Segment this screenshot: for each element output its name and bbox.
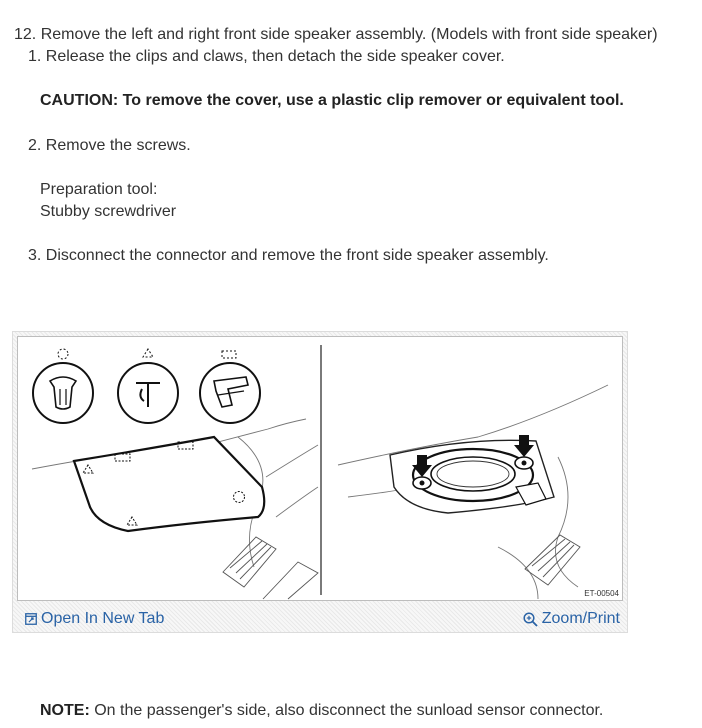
note-text: On the passenger's side, also disconnect the sunload sensor connector. [89, 702, 604, 719]
connector-symbol-icon [200, 351, 260, 423]
figure-container [12, 331, 628, 633]
step-heading: 12. Remove the left and right front side speaker assembly. (Models with front side speaker) [14, 26, 658, 43]
figure-illustration[interactable] [17, 336, 623, 601]
zoom-icon [523, 612, 538, 627]
zoom-print-label: Zoom/Print [541, 610, 620, 627]
clip-symbol-icon [33, 349, 93, 423]
speaker-assembly [413, 449, 533, 501]
sub-step-2: 2. Remove the screws. [28, 137, 191, 154]
note-paragraph [40, 701, 603, 721]
caution-text: CAUTION: To remove the cover, use a plastic clip remover or equivalent tool. [40, 92, 624, 109]
claw-symbol-icon [118, 349, 178, 423]
open-in-new-tab-link[interactable] [25, 609, 164, 629]
figure-code: ET-00504 [584, 589, 619, 598]
open-new-tab-icon [25, 613, 37, 625]
speaker-removal-illustration [18, 337, 622, 600]
sub-step-3: 3. Disconnect the connector and remove the front side speaker assembly. [28, 247, 549, 264]
speaker-cover [74, 437, 264, 531]
note-label: NOTE: [40, 702, 90, 719]
preparation-tool-value: Stubby screwdriver [40, 203, 177, 220]
left-vent-grille [223, 537, 318, 599]
preparation-tool-label: Preparation tool: [40, 181, 158, 198]
zoom-print-link[interactable] [523, 609, 620, 629]
open-in-new-tab-label: Open In New Tab [41, 610, 165, 627]
sub-step-1: 1. Release the clips and claws, then detach the side speaker cover. [28, 48, 505, 65]
